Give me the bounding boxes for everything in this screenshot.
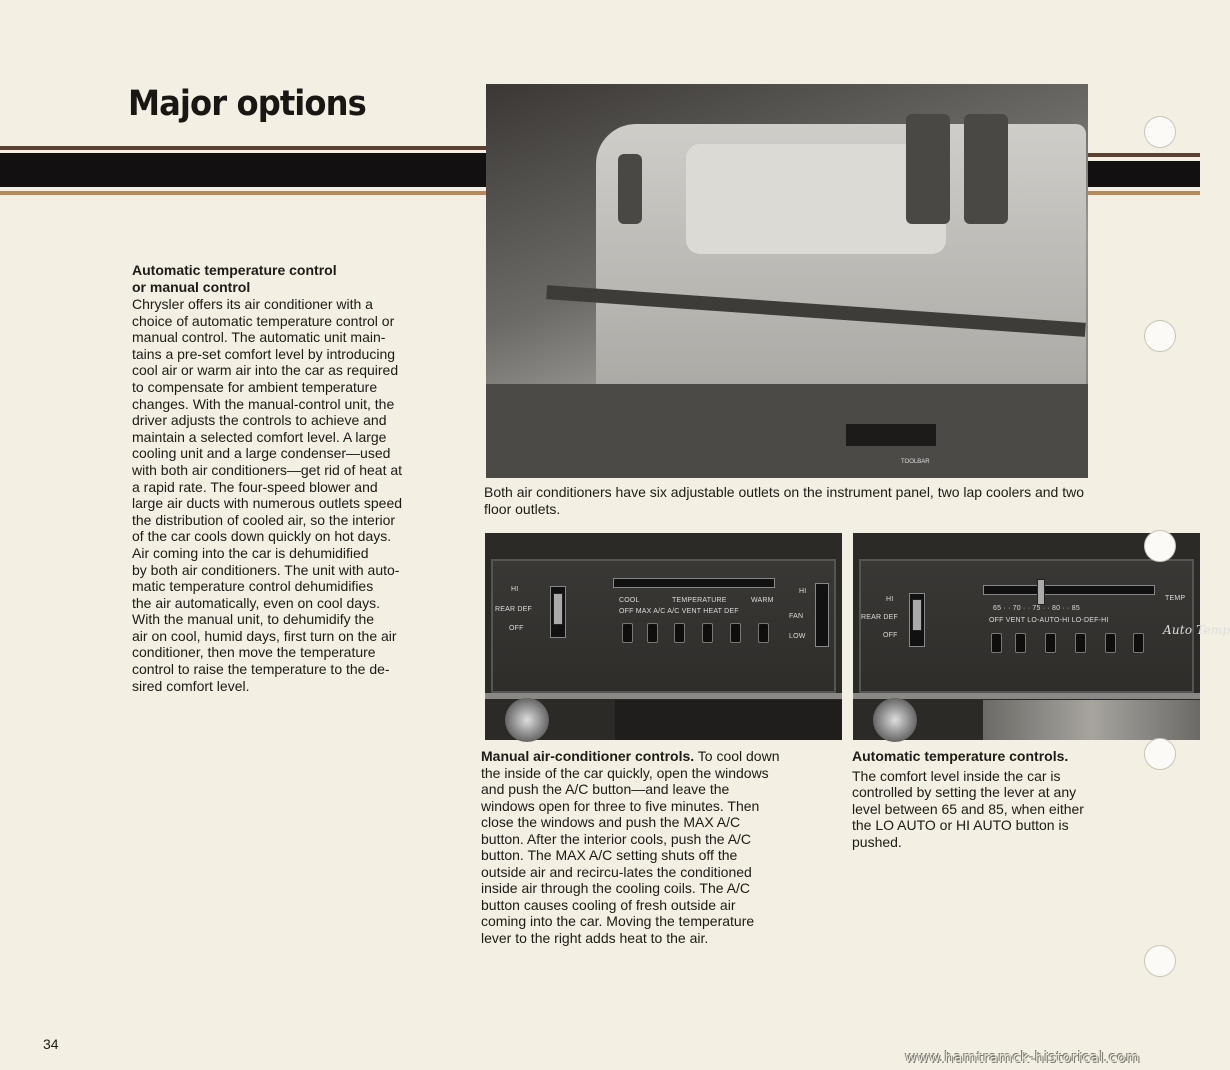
label-cool: COOL (619, 597, 640, 604)
header-stripe (0, 146, 486, 150)
vent-button (702, 623, 713, 643)
auto-caption-text: The comfort level inside the car is controlled by setting the lever at any level between 65 and 85, when either the LO AUTO or HI AUTO button is pushed. (852, 767, 1084, 850)
auto-caption-title: Automatic temperature controls. (852, 748, 1069, 764)
label-temp-scale: 65 · · 70 · · 75 · · 80 · · 85 (993, 605, 1080, 612)
binder-hole (1144, 530, 1176, 562)
lo-def-button (1105, 633, 1116, 653)
watermark: www.hamtramck-historical.com (905, 1050, 1141, 1066)
outlet-label: TOOLBAR (901, 459, 930, 465)
page-number: 34 (43, 1036, 59, 1052)
heat-button (730, 623, 741, 643)
cigar-lighter-knob (873, 698, 917, 742)
manual-controls-photo (485, 533, 842, 740)
hi-def-button (1133, 633, 1144, 653)
dash-vent (964, 114, 1008, 224)
dashboard-photo (486, 84, 1088, 478)
label-temperature: TEMPERATURE (672, 597, 727, 604)
temperature-slot (613, 578, 775, 588)
panel-trim (853, 693, 1200, 699)
auto-temp-script: Auto Temp (1163, 623, 1230, 637)
label-fan-hi: HI (799, 588, 807, 595)
automatic-controls-caption (852, 748, 1092, 850)
section-heading-line2: or manual control (132, 279, 251, 295)
header-stripe (0, 153, 486, 187)
woodgrain-panel (983, 700, 1200, 740)
section-heading (132, 262, 432, 296)
header-stripe (1088, 161, 1200, 187)
label-fan-low: LOW (789, 633, 806, 640)
off-button (622, 623, 633, 643)
floor-outlet (846, 424, 936, 446)
label-off: OFF (509, 625, 524, 632)
page-title: Major options (128, 84, 366, 124)
manual-controls-caption (481, 748, 781, 946)
def-button (758, 623, 769, 643)
label-temp: TEMP (1165, 595, 1186, 602)
lo-auto-button (1045, 633, 1056, 653)
label-fan: FAN (789, 613, 804, 620)
label-mode-buttons: OFF MAX A/C A/C VENT HEAT DEF (619, 608, 739, 615)
binder-hole (1144, 945, 1176, 977)
temperature-lever (1037, 579, 1045, 605)
dash-vent (618, 154, 642, 224)
ac-button (674, 623, 685, 643)
section-body: Chrysler offers its air conditioner with a choice of automatic temperature control or manual control. The automatic unit main- tains a pre-set comfort level by introducing cool air or warm air into the car as required to compensate for ambient temperature changes. With the manual-control unit, the driver adjusts the controls to achieve and maintain a selected comfort level. A large cooling unit and a large condenser—used with both air conditioners—get rid of heat at a rapid rate. The four-speed blower and large air ducts with numerous outlets speed the distribution of cooled air, so the interior of the car cools down quickly on hot days. Air coming into the car is dehumidified by both air conditioners. The unit with auto- matic temperature control dehumidifies the air automatically, even on cool days. With the manual unit, to dehumidify the air on cool, humid days, first turn on the air conditioner, then move the temperature control to raise the temperature to the de- sired comfort level. (132, 296, 403, 694)
binder-hole (1144, 738, 1176, 770)
header-stripe (1088, 191, 1200, 195)
cigar-lighter-knob (505, 698, 549, 742)
label-warm: WARM (751, 597, 774, 604)
max-ac-button (647, 623, 658, 643)
dash-floor (486, 384, 1088, 478)
ashtray-panel (615, 700, 842, 740)
vent-button (1015, 633, 1026, 653)
panel-trim (485, 693, 842, 699)
fan-slot (815, 583, 829, 647)
manual-caption-text: To cool down the inside of the car quickly, open the windows and push the A/C button—and leave the windows open for three to five minutes. Then close the windows and push the MAX A/C button. After the interior cools, push the A/C button. The MAX A/C setting shuts off the outside air and recircu-lates the conditioned inside air through the cooling coils. The A/C button causes cooling of fresh outside air coming into the car. Moving the temperature lever to the right adds heat to the air. (481, 748, 780, 946)
label-mode-buttons: OFF VENT LO-AUTO-HI LO-DEF-HI (989, 617, 1109, 624)
label-hi: HI (886, 596, 894, 603)
section-heading-line1: Automatic temperature control (132, 262, 337, 278)
dash-vent (906, 114, 950, 224)
label-rear-def: REAR DEF (495, 606, 532, 613)
binder-hole (1144, 116, 1176, 148)
rear-def-lever (912, 599, 922, 631)
automatic-controls-photo (853, 533, 1230, 740)
header-stripe (1088, 153, 1200, 157)
temperature-slot (983, 585, 1155, 595)
label-off: OFF (883, 632, 898, 639)
dashboard-caption: Both air conditioners have six adjustable outlets on the instrument panel, two lap coolers and two floor outlets. (484, 484, 1085, 517)
label-hi: HI (511, 586, 519, 593)
hi-auto-button (1075, 633, 1086, 653)
header-stripe (0, 191, 486, 195)
rear-def-lever (553, 593, 563, 625)
manual-caption-title: Manual air-conditioner controls. (481, 748, 695, 764)
binder-hole (1144, 320, 1176, 352)
off-button (991, 633, 1002, 653)
label-rear-def: REAR DEF (861, 614, 898, 621)
